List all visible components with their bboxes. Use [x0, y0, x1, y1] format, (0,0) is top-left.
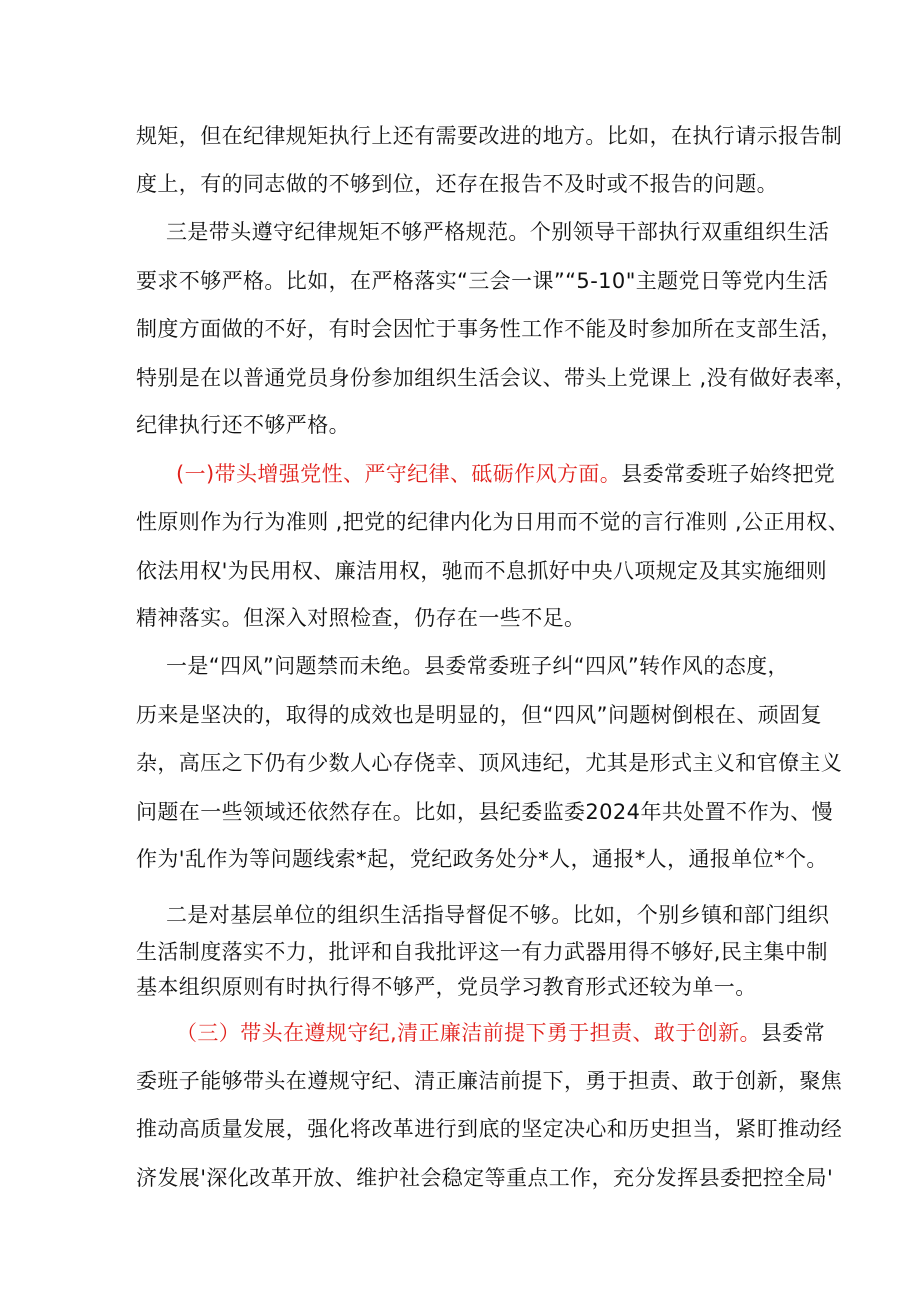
text-line: 基本组织原则有时执行得不够严，党员学习教育形式还较为单一。 [136, 975, 757, 999]
text-line: 历来是坚决的，取得的成效也是明显的，但“四风”问题树倒根在、顽固复 [136, 703, 822, 727]
text-line: 依法用权'为民用权、廉洁用权，驰而不息抓好中央八项规定及其实施细则 [136, 559, 827, 583]
text-run: 县委常委班子始终把党 [621, 462, 836, 486]
text-line: 要求不够严格。比如，在严格落实“三会一课”“5-10"主题党日等党内生活 [136, 269, 829, 293]
section-heading: (一)带头增强党性、严守纪律、砥砺作风方面。 [176, 462, 622, 486]
text-line: 纪律执行还不够严格。 [136, 413, 350, 437]
text-line: 作为'乱作为等问题线索*起，党纪政务处分*人，通报*人，通报单位*个。 [136, 847, 828, 871]
paragraph-start: 三是带头遵守纪律规矩不够严格规范。个别领导干部执行双重组织生活 [166, 220, 830, 244]
text-line: 委班子能够带头在遵规守纪、清正廉洁前提下，勇于担责、敢于创新，聚焦 [136, 1069, 843, 1093]
paragraph-start: 二是对基层单位的组织生活指导督促不够。比如，个别乡镇和部门组织 [166, 903, 830, 927]
text-line: 杂，高压之下仍有少数人心存侥幸、顶风违纪，尤其是形式主义和官僚主义 [136, 751, 843, 775]
text-line: 制度方面做的不好，有时会因忙于事务性工作不能及时参加所在支部生活， [136, 317, 843, 341]
text-line: 精神落实。但深入对照检查，仍存在一些不足。 [136, 606, 586, 630]
text-line: 性原则作为行为准则 ,把党的纪律内化为日用而不觉的言行准则 ,公正用权、 [136, 510, 850, 534]
text-run: 县委常 [760, 1021, 826, 1045]
paragraph-start: 一是“四风”问题禁而未绝。县委常委班子纠“四风”转作风的态度， [166, 654, 789, 678]
text-line: 济发展'深化改革开放、维护社会稳定等重点工作，充分发挥县委把控全局' [136, 1166, 834, 1190]
section-heading-line [176, 459, 835, 489]
text-line: 问题在一些领域还依然存在。比如，县纪委监委2024年共处置不作为、慢 [136, 800, 834, 824]
text-line: 推动高质量发展，强化将改革进行到底的坚定决心和历史担当，紧盯推动经 [136, 1117, 843, 1141]
text-line: 度上，有的同志做的不够到位，还存在报告不及时或不报告的问题。 [136, 172, 778, 196]
text-line: 特别是在以普通党员身份参加组织生活会议、带头上党课上 ,没有做好表率， [136, 366, 857, 390]
section-heading: （三）带头在遵规守纪,清正廉洁前提下勇于担责、敢于创新。 [176, 1021, 761, 1045]
text-line: 生活制度落实不力，批评和自我批评这一有力武器用得不够好,民主集中制 [136, 940, 828, 964]
text-line: 规矩，但在纪律规矩执行上还有需要改进的地方。比如，在执行请示报告制 [136, 124, 843, 148]
section-heading-line [176, 1018, 825, 1048]
